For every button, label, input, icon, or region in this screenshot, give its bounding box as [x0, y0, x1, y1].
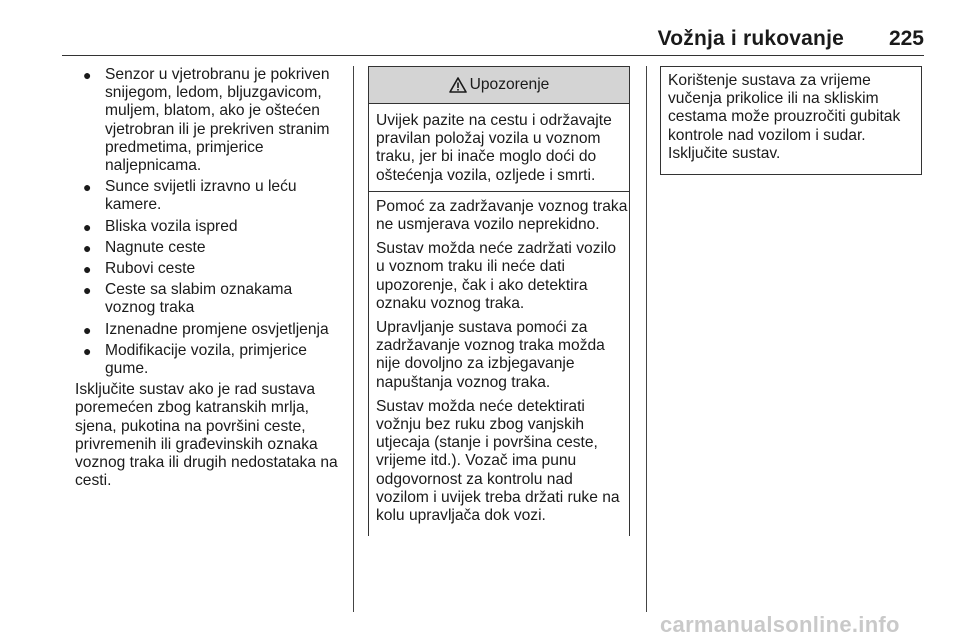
warning-title: Upozorenje: [469, 76, 550, 93]
condition-list: [62, 66, 345, 378]
warning-paragraph: Upravljanje sustava pomoći za zadržavanje voznog traka možda nije dovoljno za izbjegavanje napuštanja voznog traka.: [376, 319, 605, 391]
warning-continuation-box: [660, 66, 922, 175]
list-item: ● Iznenadne promjene osvjetljenja: [83, 320, 329, 338]
list-item: ● Rubovi ceste: [83, 260, 196, 278]
header-divider: [62, 55, 924, 56]
warning-paragraph: Pomoć za zadržavanje voznog traka ne usmjerava vozilo neprekidno.: [376, 197, 628, 234]
body-paragraph: Isključite sustav ako je rad sustava poremećen zbog katranskih mrlja, sjena, pukotina na površini ceste, privremenih ili građevinskih oznaka voznog traka ili drugih nedostataka na cesti.: [75, 381, 338, 490]
continuation-paragraph: Korištenje sustava za vrijeme vučenja prikolice ili na skliskim cestama može prouzročiti gubitak kontrole nad vozilom i sudar. Isključite sustav.: [668, 72, 901, 162]
warning-body: [368, 104, 630, 536]
watermark-text: carmanualsonline.info: [660, 612, 900, 637]
bullet-icon: ●: [83, 342, 92, 359]
list-item: ● Sunce svijetli izravno u leću kamere.: [83, 178, 297, 214]
bullet-icon: ●: [83, 179, 92, 196]
bullet-icon: ●: [83, 218, 92, 235]
column-divider-left: [353, 66, 354, 612]
warning-header: [368, 66, 630, 104]
list-item: ● Senzor u vjetrobranu je pokriven snijegom, ledom, bljuzgavicom, muljem, blatom, ako je oštećen vjetrobran ili je prekriven stranim predmetima, primjerice naljepnicama.: [83, 66, 330, 175]
bullet-icon: ●: [83, 321, 92, 338]
list-item: ● Modifikacije vozila, primjerice gume.: [83, 341, 307, 378]
section-title: Vožnja i rukovanje: [657, 27, 844, 50]
warning-divider: [369, 191, 629, 192]
bullet-icon: ●: [83, 239, 92, 256]
list-item: ● Nagnute ceste: [83, 238, 206, 256]
list-item: ● Bliska vozila ispred: [83, 217, 238, 235]
warning-paragraph: Uvijek pazite na cestu i održavajte pravilan položaj vozila u voznom traku, jer bi inače moglo doći do oštećenja vozila, ozljede i smrti.: [376, 112, 612, 184]
page-header: [0, 0, 960, 60]
bullet-icon: ●: [83, 67, 92, 83]
warning-triangle-icon: [449, 77, 467, 93]
warning-paragraph: Sustav možda neće zadržati vozilo u voznom traku ili neće dati upozorenje, čak i ako detektira oznaku voznog traka.: [376, 240, 617, 312]
list-item: ● Ceste sa slabim oznakama voznog traka: [83, 281, 293, 317]
warning-box: [368, 66, 630, 536]
column-left: [62, 66, 345, 490]
warning-paragraph: Sustav možda neće detektirati vožnju bez ruku zbog vanjskih utjecaja (stanje i površina ceste, vrijeme itd.). Vozač ima punu odgovornost za kontrolu nad vozilom i uvijek treba držati ruke na kolu upravljača dok vozi.: [376, 397, 620, 525]
page-number: 225: [888, 27, 924, 50]
bullet-icon: ●: [83, 282, 92, 299]
column-divider-right: [646, 66, 647, 612]
bullet-icon: ●: [83, 261, 92, 278]
